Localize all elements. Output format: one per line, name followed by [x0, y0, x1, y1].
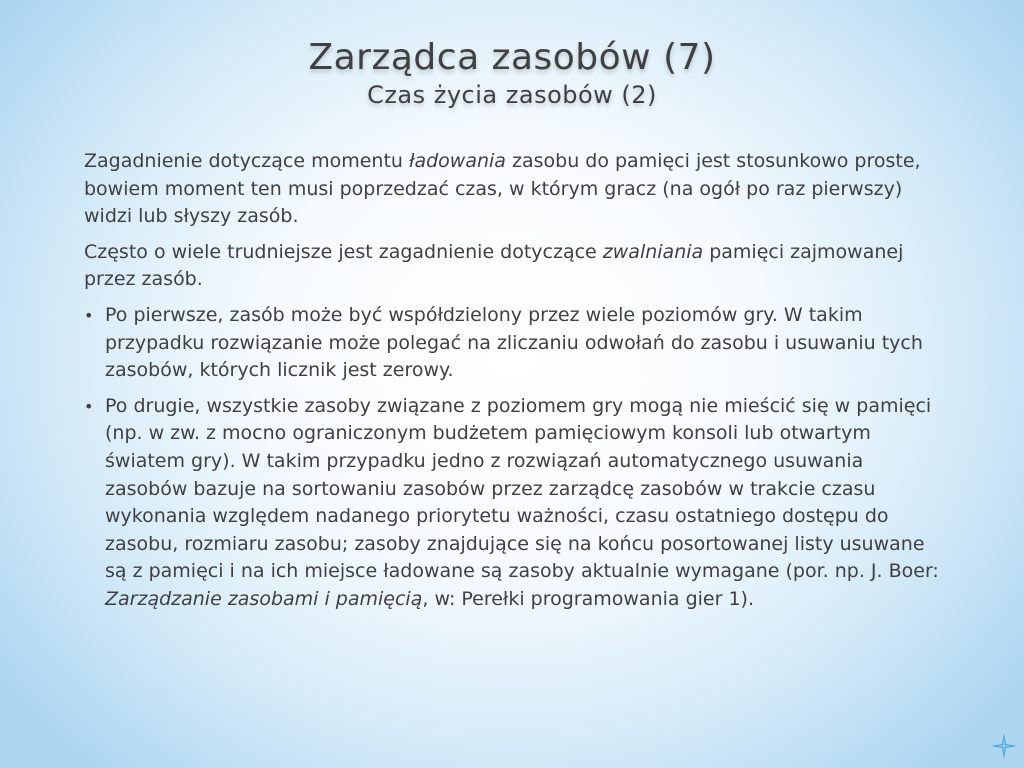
emphasis-text: ładowania — [409, 150, 506, 172]
paragraph-text: zasobu do pamięci jest stosunkowo proste, bowiem moment ten musi poprzedzać czas, w którym gracz (na ogół po raz pierwszy) widzi lub słyszy zasób. — [84, 150, 921, 228]
bullet-text: , w: Perełki programowania gier 1). — [422, 587, 754, 610]
bullet-text: Po pierwsze, zasób może być współdzielony przez wiele poziomów gry. W takim przypadku rozwiązanie może polegać na zliczaniu odwołań do zasobu i usuwaniu tych zasobów, których licznik jest zerowy. — [105, 303, 923, 382]
paragraph-text: Zagadnienie dotyczące momentu — [84, 150, 410, 172]
slide-subtitle: Czas życia zasobów (2) — [367, 81, 657, 109]
bullet-text: Po drugie, wszystkie zasoby związane z poziomem gry mogą nie mieścić się w pamięci (np. w zw. z mocno ograniczonym budżetem pamięciowym konsoli lub otwartym światem gry). W takim przypadku jedno z rozwiązań automatycznego usuwania zasobów bazuje na sortowaniu zasobów przez zarządcę zasobów w trakcie czasu wykonania względem nadanego priorytetu ważności, czasu ostatniego dostępu do zasobu, rozmiaru zasobu; zasoby znajdujące się na końcu posortowanej listy usuwane są z pamięci i na ich miejsce ładowane są zasoby aktualnie wymagane (por. np. J. Boer: — [105, 394, 939, 583]
sparkle-icon — [991, 733, 1017, 759]
bullet-marker: • — [84, 396, 94, 416]
title-block — [0, 36, 1024, 110]
paragraph-freeing — [84, 239, 944, 294]
paragraph-text: Często o wiele trudniejsze jest zagadnienie dotyczące — [84, 240, 603, 263]
bullet-item-shared-resources — [84, 302, 944, 385]
emphasis-text: zwalniania — [602, 240, 704, 263]
bullet-item-memory-limits — [84, 393, 944, 614]
paragraph-text: pamięci zajmowanej przez zasób. — [84, 240, 904, 291]
emphasis-text: Zarządzanie zasobami i pamięcią — [105, 587, 423, 610]
bullet-marker: • — [84, 305, 94, 325]
slide-title: Zarządca zasobów (7) — [308, 37, 716, 78]
slide-content — [84, 148, 944, 622]
paragraph-loading — [84, 148, 944, 231]
